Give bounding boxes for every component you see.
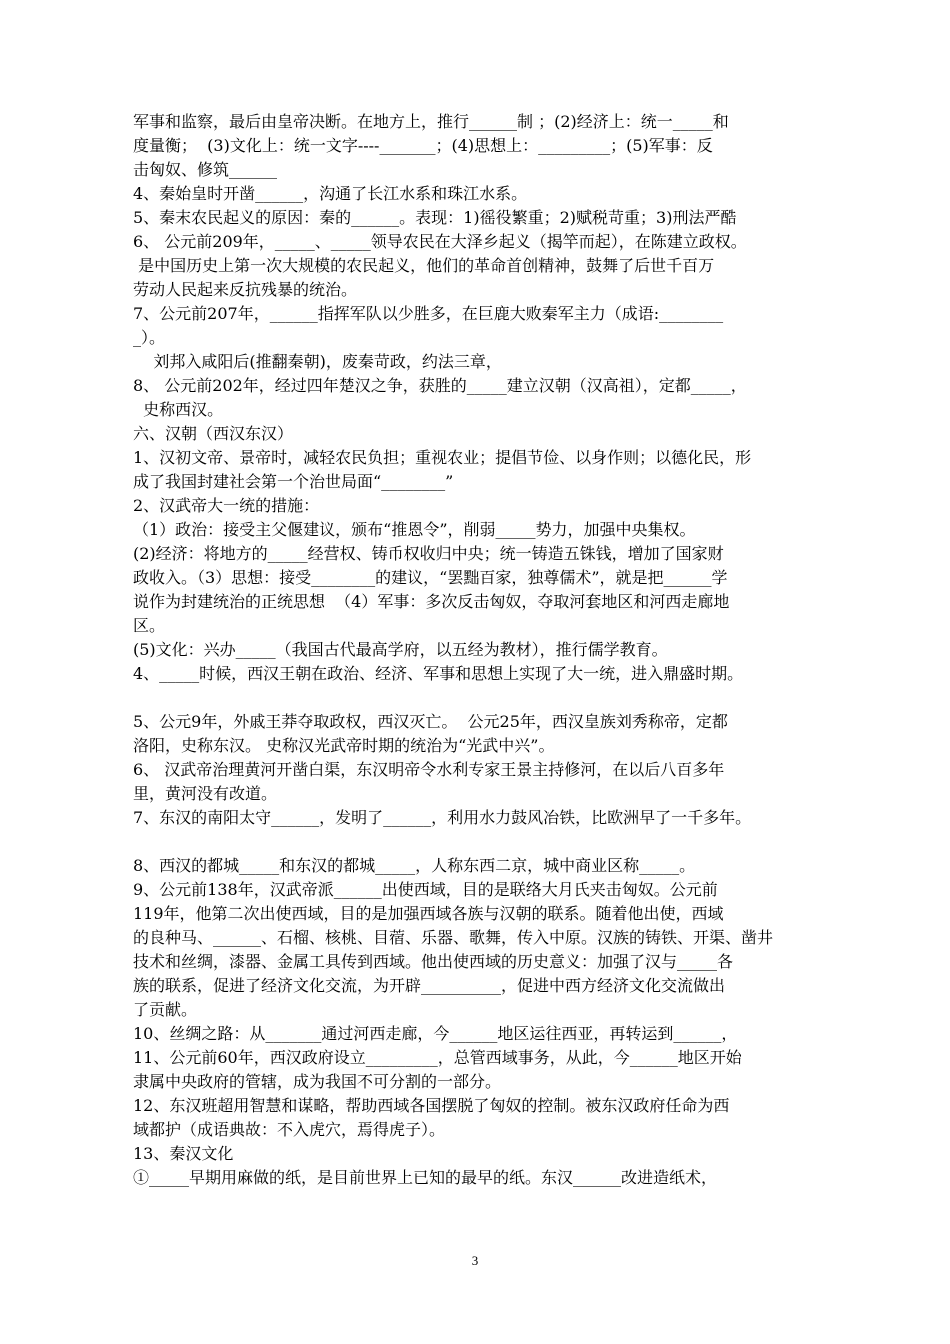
- text-line: 10、丝绸之路：从_______通过河西走廊，今______地区运往西亚，再转运到______，: [133, 1024, 738, 1043]
- text-line: 隶属中央政府的管辖，成为我国不可分割的一部分。: [133, 1072, 502, 1091]
- text-line: 是中国历史上第一次大规模的农民起义，他们的革命首创精神，鼓舞了后世千百万: [133, 256, 715, 275]
- text-line: 政收入。（3）思想：接受________的建议，“罢黜百家，独尊儒术”，就是把______学: [133, 568, 728, 587]
- text-line: 6、 公元前209年，_____、_____领导农民在大泽乡起义（揭竿而起），在陈建立政权。: [133, 232, 747, 251]
- text-line: 4、_____时候，西汉王朝在政治、经济、军事和思想上实现了大一统，进入鼎盛时期。: [133, 664, 744, 683]
- section-heading: 13、秦汉文化: [133, 1144, 234, 1163]
- text-line: 了贡献。: [133, 1000, 198, 1019]
- text-line: 军事和监察，最后由皇帝决断。在地方上，推行______制 ；(2)经济上：统一_____和: [133, 112, 729, 131]
- text-line: 技术和丝绸，漆器、金属工具传到西域。他出使西域的历史意义：加强了汉与_____各: [133, 952, 734, 971]
- text-line: 度量衡； (3)文化上：统一文字----_______；(4)思想上：_________；(5)军事：反: [133, 136, 713, 155]
- text-line: 里，黄河没有改道。: [133, 784, 278, 803]
- page-number: 3: [471, 1253, 479, 1268]
- text-line: 119年，他第二次出使西域，目的是加强西域各族与汉朝的联系。随着他出使，西域: [133, 904, 724, 923]
- text-line: 6、 汉武帝治理黄河开凿白渠，东汉明帝令水利专家王景主持修河，在以后八百多年: [133, 760, 725, 779]
- text-line: 族的联系，促进了经济文化交流，为开辟__________，促进中西方经济文化交流做出: [133, 976, 726, 995]
- text-line: 刘邦入咸阳后(推翻秦朝)，废秦苛政，约法三章，: [133, 352, 502, 371]
- text-line: 史称西汉。: [133, 400, 224, 419]
- document-body: [133, 110, 833, 1190]
- text-line: 域都护（成语典故：不入虎穴，焉得虎子）。: [133, 1120, 446, 1139]
- text-line: 1、汉初文帝、景帝时，减轻农民负担；重视农业；提倡节俭、以身作则；以德化民，形: [133, 448, 752, 467]
- text-line: 7、公元前207年，______指挥军队以少胜多，在巨鹿大败秦军主力（成语:________: [133, 304, 724, 323]
- text-line: 7、东汉的南阳太守______，发明了______，利用水力鼓风冶铁，比欧洲早了一千多年。: [133, 808, 752, 827]
- text-line: 说作为封建统治的正统思想 （4）军事：多次反击匈奴，夺取河套地区和河西走廊地: [133, 592, 730, 611]
- text-line: 11、公元前60年，西汉政府设立_________，总管西域事务，从此，今______地区开始: [133, 1048, 742, 1067]
- text-line: ①_____早期用麻做的纸，是目前世界上已知的最早的纸。东汉______改进造纸术，: [133, 1168, 718, 1187]
- text-line: 洛阳，史称东汉。 史称汉光武帝时期的统治为“光武中兴”。: [133, 736, 555, 755]
- text-line: (5)文化：兴办_____（我国古代最高学府，以五经为教材），推行儒学教育。: [133, 640, 668, 659]
- text-line: 的良种马、______、石榴、核桃、目蓿、乐器、歌舞，传入中原。汉族的铸铁、开渠、凿井: [133, 928, 774, 947]
- text-line: _）。: [133, 328, 166, 347]
- text-line: 12、东汉班超用智慧和谋略，帮助西域各国摆脱了匈奴的控制。被东汉政府任命为西: [133, 1096, 730, 1115]
- text-line: 5、秦末农民起义的原因：秦的______。表现：1)徭役繁重；2)赋税苛重；3)刑法严酷: [133, 208, 737, 227]
- text-line: 击匈奴、修筑______: [133, 160, 278, 179]
- text-line: 9、公元前138年，汉武帝派______出使西域，目的是联络大月氏夹击匈奴。公元前: [133, 880, 718, 899]
- text-line: 劳动人民起来反抗残暴的统治。: [133, 280, 358, 299]
- text-line: 2、汉武帝大一统的措施：: [133, 496, 320, 515]
- text-line: 4、秦始皇时开凿______，沟通了长江水系和珠江水系。: [133, 184, 528, 203]
- text-line: 区。: [133, 616, 166, 635]
- text-line: 8、西汉的都城_____和东汉的都城_____，人称东西二京，城中商业区称_____。: [133, 856, 696, 875]
- text-line: 8、 公元前202年，经过四年楚汉之争，获胜的_____建立汉朝（汉高祖），定都_____，: [133, 376, 747, 395]
- text-line: 5、公元9年，外戚王莽夺取政权，西汉灭亡。 公元25年，西汉皇族刘秀称帝，定都: [133, 712, 728, 731]
- text-line: （1）政治：接受主父偃建议，颁布“推恩令”，削弱_____势力，加强中央集权。: [133, 520, 696, 539]
- section-heading: 六、汉朝（西汉东汉）: [133, 424, 294, 443]
- text-line: (2)经济：将地方的_____经营权、铸币权收归中央；统一铸造五铢钱，增加了国家财: [133, 544, 724, 563]
- text-line: 成了我国封建社会第一个治世局面“________”: [133, 472, 454, 491]
